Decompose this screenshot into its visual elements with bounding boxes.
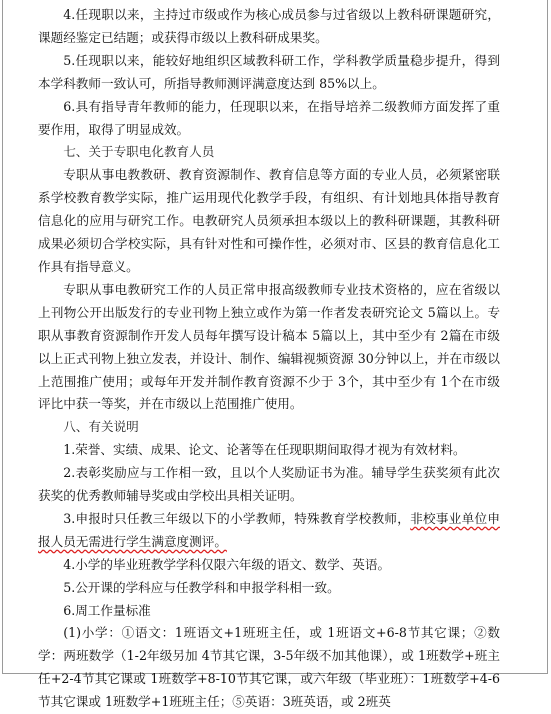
paragraph: 6.具有指导青年教师的能力，任现职以来，在指导培养二级教师方面发挥了重要作用，取得了明显成效。 [38,98,500,137]
paragraph: 4.任现职以来，主持过市级或作为核心成员参与过省级以上教科研课题研究，课题经鉴定已结题；或获得市级以上教科研成果奖。 [38,7,500,45]
paragraph: (1)小学：①语文：1班语文+1班班主任，或 1班语文+6-8节其它课；②数学：两班数学（1-2年级另加 4节其它课，3-5年级不加其他课），或 1班数学+班主任+2-4节其它课或 1班数学+8-10节其它课，或六年级（毕业班）：1班数学+4-6节其它课或 1班数学+1班班主任；⑤英语：3班英语，或 2班英 [38,625,500,710]
paragraph: 专职从事电教教研、教育资源制作、教育信息等方面的专业人员，必须紧密联系学校教育教学实际，推广运用现代化教学手段，有组织、有计划地具体指导教育信息化的应用与研究工作。电教研究人员须承担本级以上的教科研课题，其教科研成果必须切合学校实际，具有针对性和可操作性，必须对市、区县的教育信息化工作具有指导意义。 [38,167,500,274]
spellcheck-underlined-text: 非校事业单位申报人员无需进行学生满意度测评。 [38,510,500,549]
section-heading: 七、关于专职电化教育人员 [63,144,215,160]
document-page [38,4,500,714]
section-heading: 八、有关说明 [63,419,139,435]
paragraph: 2.表彰奖励应与工作相一致，且以个人奖励证书为准。辅导学生获奖须有此次获奖的优秀教师辅导奖或由学校出具相关证明。 [38,465,500,504]
paragraph: 专职从事电教研究工作的人员正常申报高级教师专业技术资格的，应在省级以上刊物公开出版发行的专业刊物上独立或作为第一作者发表研究论文 5篇以上。专职从事教育资源制作开发人员每年撰写设计稿本 5篇以上，其中至少有 2篇在市级以上正式刊物上独立发表，并设计、制作、编辑视频资源 30分钟以上，并在市级以上范围推广使用；或每年开发并制作教育资源不少于 3个，其中至少有 1个在市级评比中获一等奖，并在市级以上范围推广使用。 [38,281,500,412]
paragraph: 5.公开课的学科应与任教学科和申报学科相一致。 [63,579,340,595]
paragraph: 1.荣誉、实绩、成果、论文、论著等在任现职期间取得才视为有效材料。 [63,442,466,458]
paragraph: 6.周工作量标准 [63,602,151,618]
paragraph [38,508,500,554]
paragraph: 5.任现职以来，能较好地组织区域教科研工作，学科教学质量稳步提升，得到本学科教师一致认可，所指导教师测评满意度达到 85%以上。 [38,52,500,91]
paragraph: 4.小学的毕业班教学学科仅限六年级的语文、数学、英语。 [63,556,391,572]
paragraph-text: 3.申报时只任教三年级以下的小学教师，特殊教育学校教师， [63,510,411,526]
